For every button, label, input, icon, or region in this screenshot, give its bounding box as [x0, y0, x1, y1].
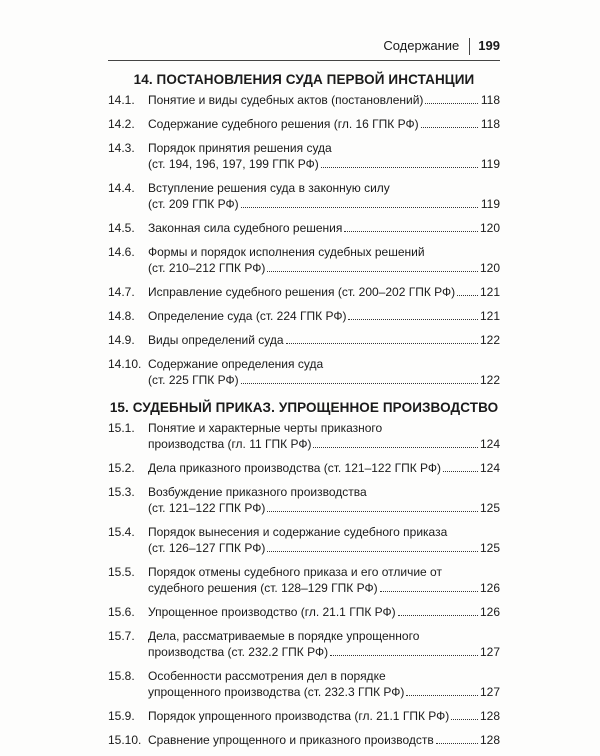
entry-text: (ст. 121–122 ГПК РФ): [148, 501, 266, 515]
entry-text: упрощенного производства (ст. 232.3 ГПК РФ): [148, 685, 405, 699]
entry-page-number: 125: [479, 501, 500, 515]
entry-page-number: 121: [479, 309, 500, 323]
dot-leader: [348, 319, 478, 320]
entry-page-number: 124: [479, 461, 500, 475]
entry-page-number: 120: [479, 221, 500, 235]
entry-number: 14.4.: [108, 181, 135, 195]
toc-entry[interactable]: [108, 628, 500, 660]
toc-entry[interactable]: [108, 244, 500, 276]
entry-page-number: 126: [479, 605, 500, 619]
toc-entry[interactable]: [108, 332, 500, 348]
entry-number: 14.1.: [108, 93, 135, 107]
toc-entry[interactable]: [108, 484, 500, 516]
entry-text: Определение суда (ст. 224 ГПК РФ): [148, 309, 347, 323]
toc-entry[interactable]: [108, 668, 500, 700]
toc-entry[interactable]: [108, 460, 500, 476]
entry-text: (ст. 210–212 ГПК РФ): [148, 261, 266, 275]
entry-number: 15.7.: [108, 629, 135, 643]
entry-text: Понятие и характерные черты приказного: [148, 421, 383, 435]
toc-entry[interactable]: [108, 564, 500, 596]
dot-leader: [344, 231, 478, 232]
entry-page-number: 128: [479, 733, 500, 747]
entry-text: (ст. 225 ГПК РФ): [148, 373, 239, 387]
entry-text: Возбуждение приказного производства: [148, 485, 367, 499]
entry-text: Содержание судебного решения (гл. 16 ГПК РФ): [148, 117, 419, 131]
entry-number: 15.6.: [108, 605, 135, 619]
toc-entry[interactable]: [108, 116, 500, 132]
toc-entry[interactable]: [108, 732, 500, 748]
entry-text: Сравнение упрощенного и приказного производств: [148, 733, 434, 747]
entry-page-number: 121: [479, 285, 500, 299]
toc-entry[interactable]: [108, 284, 500, 300]
entry-page-number: 120: [479, 261, 500, 275]
page-number: 199: [478, 38, 500, 53]
entry-text: Содержание определения суда: [148, 357, 324, 371]
entry-number: 15.9.: [108, 709, 135, 723]
dot-leader: [451, 719, 478, 720]
entry-text: Исправление судебного решения (ст. 200–202 ГПК РФ): [148, 285, 456, 299]
entry-number: 14.2.: [108, 117, 135, 131]
entry-number: 15.1.: [108, 421, 135, 435]
table-of-contents: [108, 68, 500, 756]
entry-page-number: 122: [479, 333, 500, 347]
entry-page-number: 127: [479, 645, 500, 659]
entry-page-number: 122: [479, 373, 500, 387]
entry-number: 15.3.: [108, 485, 135, 499]
entry-text: Дела приказного производства (ст. 121–122 ГПК РФ): [148, 461, 442, 475]
section-title: 15. СУДЕБНЫЙ ПРИКАЗ. УПРОЩЕННОЕ ПРОИЗВОДСТВО: [109, 400, 499, 415]
dot-leader: [267, 551, 478, 552]
entry-text: Упрощенное производство (гл. 21.1 ГПК РФ): [148, 605, 396, 619]
dot-leader: [425, 103, 478, 104]
entry-text: Порядок отмены судебного приказа и его отличие от: [148, 565, 442, 579]
toc-entry[interactable]: [108, 308, 500, 324]
dot-leader: [398, 615, 478, 616]
dot-leader: [443, 471, 478, 472]
entry-text: Понятие и виды судебных актов (постановлений): [148, 93, 424, 107]
toc-entry[interactable]: [108, 708, 500, 724]
dot-leader: [436, 743, 478, 744]
dot-leader: [330, 655, 478, 656]
entry-number: 14.7.: [108, 285, 135, 299]
entry-text: (ст. 209 ГПК РФ): [148, 197, 239, 211]
entry-text: (ст. 194, 196, 197, 199 ГПК РФ): [148, 157, 319, 171]
entry-number: 15.2.: [108, 461, 135, 475]
entry-page-number: 125: [479, 541, 500, 555]
entry-number: 14.9.: [108, 333, 135, 347]
entry-number: 15.10.: [108, 733, 142, 747]
dot-leader: [286, 343, 478, 344]
dot-leader: [241, 207, 478, 208]
dot-leader: [321, 167, 478, 168]
page-header: [108, 38, 500, 61]
entry-page-number: 118: [480, 117, 500, 131]
dot-leader: [241, 383, 478, 384]
dot-leader: [380, 591, 478, 592]
entry-text: Порядок вынесения и содержание судебного приказа: [148, 525, 448, 539]
dot-leader: [267, 271, 478, 272]
toc-entry[interactable]: [108, 92, 500, 108]
entry-text: Виды определений суда: [148, 333, 284, 347]
dot-leader: [267, 511, 478, 512]
toc-entry[interactable]: [108, 180, 500, 212]
entry-text: Особенности рассмотрения дел в порядке: [148, 669, 386, 683]
running-title: Содержание: [383, 38, 460, 53]
entry-number: 15.8.: [108, 669, 135, 683]
entry-number: 15.4.: [108, 525, 135, 539]
entry-page-number: 128: [479, 709, 500, 723]
entry-text: Порядок принятия решения суда: [148, 141, 332, 155]
entry-page-number: 119: [480, 157, 500, 171]
dot-leader: [421, 127, 478, 128]
entry-page-number: 127: [479, 685, 500, 699]
section-title: 14. ПОСТАНОВЛЕНИЯ СУДА ПЕРВОЙ ИНСТАНЦИИ: [133, 72, 475, 87]
toc-entry[interactable]: [108, 140, 500, 172]
dot-leader: [457, 295, 478, 296]
entry-text: Дела, рассматриваемые в порядке упрощенного: [148, 629, 420, 643]
entry-text: (ст. 126–127 ГПК РФ): [148, 541, 266, 555]
entry-text: Формы и порядок исполнения судебных решений: [148, 245, 425, 259]
entry-page-number: 126: [479, 581, 500, 595]
toc-entry[interactable]: [108, 356, 500, 388]
entry-number: 14.5.: [108, 221, 135, 235]
entry-page-number: 118: [480, 93, 500, 107]
toc-entry[interactable]: [108, 524, 500, 556]
entry-number: 14.3.: [108, 141, 135, 155]
entry-number: 14.10.: [108, 357, 142, 371]
entry-page-number: 119: [480, 197, 500, 211]
toc-entry[interactable]: [108, 420, 500, 452]
dot-leader: [313, 447, 478, 448]
toc-entry[interactable]: [108, 220, 500, 236]
entry-text: производства (ст. 232.2 ГПК РФ): [148, 645, 329, 659]
entry-number: 15.5.: [108, 565, 135, 579]
entry-text: Законная сила судебного решения: [148, 221, 343, 235]
dot-leader: [406, 695, 478, 696]
toc-entry[interactable]: [108, 604, 500, 620]
entry-text: производства (гл. 11 ГПК РФ): [148, 437, 312, 451]
entry-number: 14.6.: [108, 245, 135, 259]
entry-number: 14.8.: [108, 309, 135, 323]
entry-text: Порядок упрощенного производства (гл. 21.1 ГПК РФ): [148, 709, 450, 723]
entry-text: Вступление решения суда в законную силу: [148, 181, 390, 195]
entry-page-number: 124: [479, 437, 500, 451]
entry-text: судебного решения (ст. 128–129 ГПК РФ): [148, 581, 378, 595]
